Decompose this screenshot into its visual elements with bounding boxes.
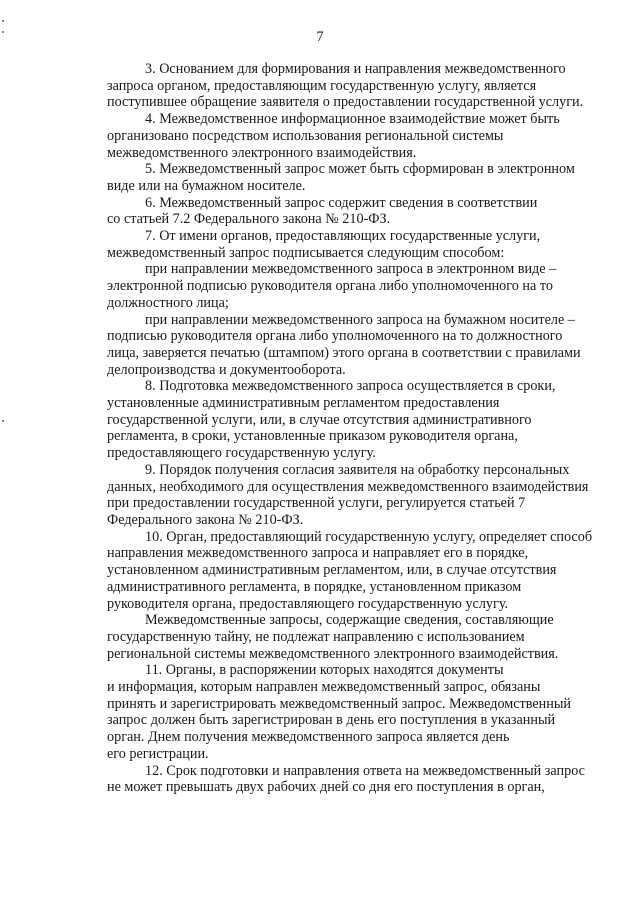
- paragraph-clause-7: 7. От имени органов, предоставляющих государственные услуги, межведомственный запрос подписывается следующим способом:: [107, 228, 541, 261]
- paragraph-clause-8: 8. Подготовка межведомственного запроса осуществляется в сроки, установленные административным регламентом предоставления государственной услуги, или, в случае отсутствия административного регламента, в сроки, установленные приказом руководителя органа, предоставляющего государственную услугу.: [107, 378, 556, 462]
- paragraph-clause-7-electronic: при направлении межведомственного запроса в электронном виде – электронной подписью руководителя органа либо уполномоченного на то должностного лица;: [107, 261, 557, 311]
- paragraph-clause-3: 3. Основанием для формирования и направления межведомственного запроса органом, предоставляющим государственную услугу, является поступившее обращение заявителя о предоставлении государственной услуги.: [107, 61, 584, 111]
- scan-artifact: [2, 20, 4, 22]
- scan-artifact: [2, 420, 4, 422]
- paragraph-clause-7-paper: при направлении межведомственного запроса на бумажном носителе – подписью руководителя органа либо уполномоченного на то должностного лица, заверяется печатью (штампом) этого органа в соответствии с правилами делопроизводства и документооборота.: [107, 311, 581, 378]
- paragraph-clause-11: 11. Органы, в распоряжении которых находятся документы и информация, которым направлен межведомственный запрос, обязаны принять и зарегистрировать межведомственный запрос. Межведомственный запрос должен быть зарегистрирован в день его поступления в указанный орган. Днем получения межведомственного запроса является день его регистрации.: [107, 662, 571, 762]
- paragraph-clause-9: 9. Порядок получения согласия заявителя на обработку персональных данных, необходимого для осуществления межведомственного взаимодействия при предоставлении государственной услуги, регулируется статьей 7 Федерального закона № 210-ФЗ.: [107, 461, 589, 528]
- paragraph-clause-10-secret: Межведомственные запросы, содержащие сведения, составляющие государственную тайну, не подлежат направлению с использованием региональной системы межведомственного электронного взаимодействия.: [107, 612, 559, 662]
- document-body: [107, 61, 615, 796]
- paragraph-clause-10: 10. Орган, предоставляющий государственную услугу, определяет способ направления межведомственного запроса и направляет его в порядке, установленном административным регламентом, или, в случае отсутствия административного регламента, в порядке, установленном приказом руководителя органа, предоставляющего государственную услугу.: [107, 528, 593, 612]
- paragraph-clause-5: 5. Межведомственный запрос может быть сформирован в электронном виде или на бумажном носителе.: [107, 161, 575, 194]
- paragraph-clause-6: 6. Межведомственный запрос содержит сведения в соответствии со статьей 7.2 Федерального закона № 210-ФЗ.: [107, 194, 538, 228]
- paragraph-clause-12: 12. Срок подготовки и направления ответа на межведомственный запрос не может превышать двух рабочих дней со дня его поступления в орган,: [107, 762, 585, 796]
- paragraph-clause-4: 4. Межведомственное информационное взаимодействие может быть организовано посредством использования региональной системы межведомственного электронного взаимодействия.: [107, 111, 560, 161]
- page-number: 7: [316, 29, 324, 45]
- scan-artifact: [2, 31, 4, 33]
